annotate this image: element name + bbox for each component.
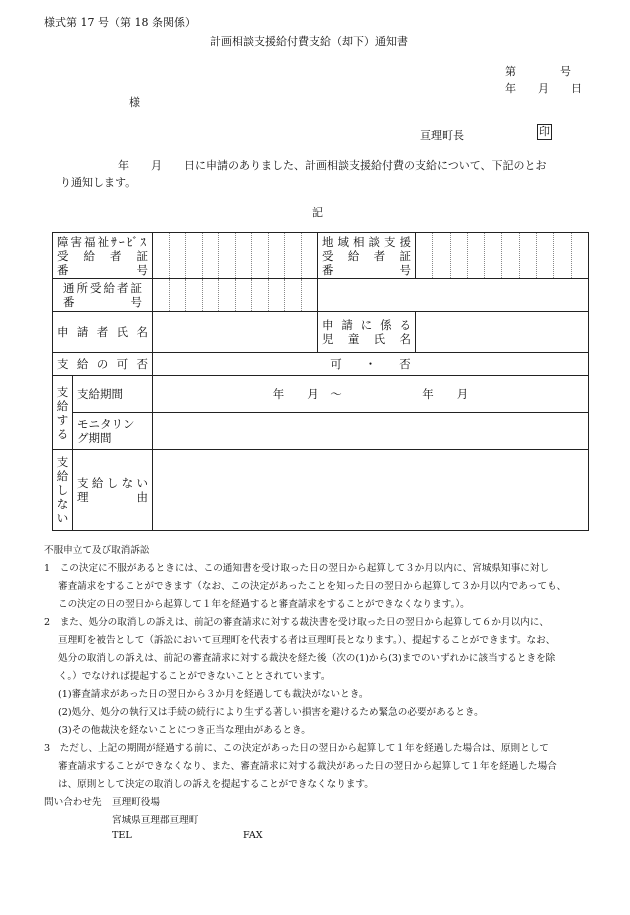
note-3-line1: 3 ただし、上記の期間が経過する前に、この決定があった日の翌日から起算して１年を経過した場合は、原則として bbox=[44, 743, 549, 754]
monitoring-value bbox=[153, 413, 589, 450]
approval-label: 支給の可否 bbox=[53, 353, 153, 376]
note-1-line3: この決定の日の翌日から起算して１年を経過すると審査請求をすることができなくなります。）。 bbox=[58, 599, 470, 610]
period-value: 年 月 〜 年 月 bbox=[153, 376, 589, 413]
ki-heading: 記 bbox=[312, 206, 323, 219]
note-2-sub1: (1)審査請求があった日の翌日から３か月を経過しても裁決がないとき。 bbox=[58, 689, 369, 700]
document-number: 第 号 bbox=[505, 65, 571, 78]
deny-reason-label: 支給しない 理 由 bbox=[73, 450, 153, 531]
approval-value: 可 ・ 否 bbox=[153, 353, 589, 376]
row-day-service bbox=[53, 279, 589, 312]
seal-mark: 印 bbox=[539, 125, 550, 138]
day-service-digits bbox=[153, 279, 318, 312]
note-2-line1: 2 また、処分の取消しの訴えは、前記の審査請求に対する裁決書を受け取った日の翌日から起算して６か月以内に、 bbox=[44, 617, 549, 628]
note-2-line2: 亘理町を被告として（訴訟において亘理町を代表する者は亘理町長となります。）、提起することができます。なお、 bbox=[58, 635, 556, 646]
deny-reason-value bbox=[153, 450, 589, 531]
applicant-name-label: 申請者氏名 bbox=[53, 312, 153, 353]
contact-tel: TEL bbox=[112, 830, 132, 841]
deny-vertical-label: 支 給 し な い bbox=[53, 450, 73, 531]
note-2-sub3: (3)その他裁決を経ないことにつき正当な理由があるとき。 bbox=[58, 725, 311, 736]
note-1-line2: 審査請求をすることができます（なお、この決定があったことを知った日の翌日から起算して３か月以内であっても、 bbox=[58, 581, 567, 592]
intro-text-line2: り通知します。 bbox=[60, 176, 137, 189]
note-3-line2: 審査請求することができなくなり、また、審査請求に対する裁決があった日の翌日から起算して１年を経過した場合 bbox=[58, 761, 557, 772]
monitoring-label: モニタリン グ期間 bbox=[73, 413, 153, 450]
consult-id-digits bbox=[416, 233, 589, 279]
recipient-id-label: 障害福祉ｻｰﾋﾞｽ 受 給 者 証 番 号 bbox=[53, 233, 153, 279]
day-service-label: 通所受給者証 番 号 bbox=[53, 279, 153, 312]
note-2-line4: く。）でなければ提起することができないこととされています。 bbox=[58, 671, 331, 682]
day-service-blank bbox=[318, 279, 589, 312]
form-number: 様式第 17 号（第 18 条関係） bbox=[44, 16, 196, 29]
grant-vertical-label: 支 給 す る bbox=[53, 376, 73, 450]
notice-table bbox=[52, 232, 589, 531]
issuer-name: 亘理町長 bbox=[420, 129, 464, 142]
row-names bbox=[53, 312, 589, 353]
row-recipient-ids bbox=[53, 233, 589, 279]
note-3-line3: は、原則として決定の取消しの訴えを提起することができなくなります。 bbox=[58, 779, 374, 790]
contact-fax: FAX bbox=[243, 830, 263, 841]
note-1-line1: 1 この決定に不服があるときには、この通知書を受け取った日の翌日から起算して３か月以内に、宮城県知事に対し bbox=[44, 563, 549, 574]
child-name-label: 申請に係る 児童氏名 bbox=[318, 312, 416, 353]
consult-id-label: 地域相談支援 受 給 者 証 番 号 bbox=[318, 233, 416, 279]
contact-office: 亘理町役場 bbox=[112, 797, 160, 808]
period-label: 支給期間 bbox=[73, 376, 153, 413]
row-monitoring bbox=[53, 413, 589, 450]
recipient-id-digits bbox=[153, 233, 318, 279]
contact-address: 宮城県亘理郡亘理町 bbox=[112, 815, 199, 826]
applicant-name-value bbox=[153, 312, 318, 353]
contact-heading: 問い合わせ先 bbox=[44, 797, 102, 808]
intro-text-line1: 年 月 日に申請のありました、計画相談支援給付費の支給について、下記のとお bbox=[118, 159, 547, 172]
row-period bbox=[53, 376, 589, 413]
note-2-line3: 処分の取消しの訴えは、前記の審査請求に対する裁決を経た後（次の(1)から(3)までのいずれかに該当するときを除 bbox=[58, 653, 556, 664]
child-name-value bbox=[416, 312, 589, 353]
addressee-suffix: 様 bbox=[129, 96, 140, 109]
row-deny bbox=[53, 450, 589, 531]
notes-heading: 不服申立て及び取消訴訟 bbox=[44, 545, 150, 556]
note-2-sub2: (2)処分、処分の執行又は手続の続行により生ずる著しい損害を避けるため緊急の必要があるとき。 bbox=[58, 707, 484, 718]
page-title: 計画相談支援給付費支給（却下）通知書 bbox=[210, 35, 408, 48]
row-approval bbox=[53, 353, 589, 376]
appeal-notes bbox=[44, 542, 604, 812]
issue-date: 年 月 日 bbox=[505, 82, 582, 95]
